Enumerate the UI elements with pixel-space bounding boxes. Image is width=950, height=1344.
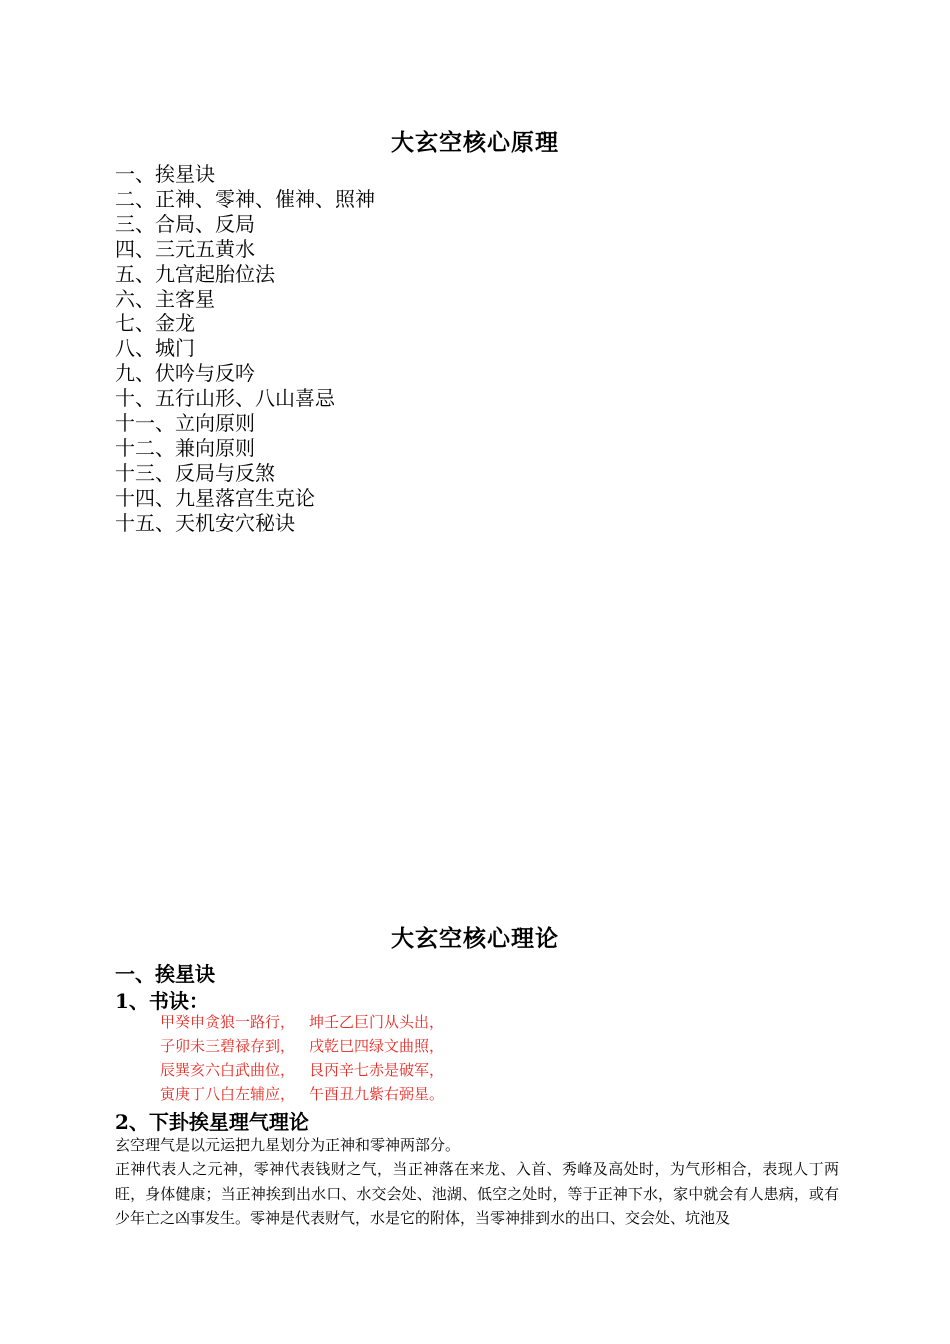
toc-item: 一、挨星诀 bbox=[115, 162, 215, 186]
verse-half: 辰巽亥六白武曲位， bbox=[160, 1061, 296, 1079]
verse-half: 寅庚丁八白左辅应， bbox=[160, 1085, 296, 1103]
table-of-contents bbox=[115, 162, 375, 536]
page-title-theory: 大玄空核心理论 bbox=[391, 925, 559, 952]
toc-item: 十四、九星落宫生克论 bbox=[115, 485, 315, 510]
toc-item: 二、正神、零神、催神、照神 bbox=[115, 186, 375, 211]
toc-item: 十三、反局与反煞 bbox=[115, 460, 275, 485]
toc-item: 四、三元五黄水 bbox=[115, 236, 255, 261]
body-paragraph: 玄空理气是以元运把九星划分为正神和零神两部分。 bbox=[115, 1136, 461, 1154]
verse-half: 甲癸申贪狼一路行， bbox=[160, 1013, 296, 1031]
verse-line bbox=[160, 1082, 444, 1106]
toc-item: 八、城门 bbox=[115, 336, 195, 361]
mnemonic-verse bbox=[160, 1010, 444, 1106]
verse-half: 艮丙辛七赤是破军， bbox=[309, 1061, 445, 1079]
toc-item: 九、伏吟与反吟 bbox=[115, 361, 255, 386]
toc-item: 七、金龙 bbox=[115, 311, 195, 336]
page-title-principles: 大玄空核心原理 bbox=[391, 129, 559, 156]
toc-item: 五、九宫起胎位法 bbox=[115, 261, 275, 286]
section-heading: 一、挨星诀 bbox=[115, 962, 215, 986]
toc-item: 三、合局、反局 bbox=[115, 211, 255, 236]
body-paragraph: 正神代表人之元神，零神代表钱财之气，当正神落在来龙、入首、秀峰及高处时，为气形相合，表现人丁两旺，身体健康；当正神挨到出水口、水交会处、池湖、低空之处时，等于正神下水，家中就会有人患病，或有少年亡之凶事发生。零神是代表财气，水是它的附体，当零神排到水的出口、交会处、坑池及 bbox=[115, 1160, 839, 1227]
verse-line bbox=[160, 1034, 444, 1058]
verse-half: 子卯未三碧禄存到， bbox=[160, 1037, 296, 1055]
subsection-heading: 1、书诀： bbox=[115, 989, 209, 1013]
verse-half: 午酉丑九紫右弼星。 bbox=[309, 1085, 445, 1103]
toc-item: 十二、兼向原则 bbox=[115, 435, 255, 460]
toc-item: 六、主客星 bbox=[115, 286, 215, 311]
subsection-heading: 2、下卦挨星理气理论 bbox=[115, 1110, 309, 1134]
verse-half: 坤壬乙巨门从头出， bbox=[309, 1013, 445, 1031]
toc-item: 十、五行山形、八山喜忌 bbox=[115, 386, 335, 411]
verse-line bbox=[160, 1058, 444, 1082]
toc-item: 十一、立向原则 bbox=[115, 411, 255, 436]
verse-line bbox=[160, 1010, 444, 1034]
verse-half: 戌乾巳四绿文曲照， bbox=[309, 1037, 445, 1055]
toc-item: 十五、天机安穴秘诀 bbox=[115, 510, 295, 535]
